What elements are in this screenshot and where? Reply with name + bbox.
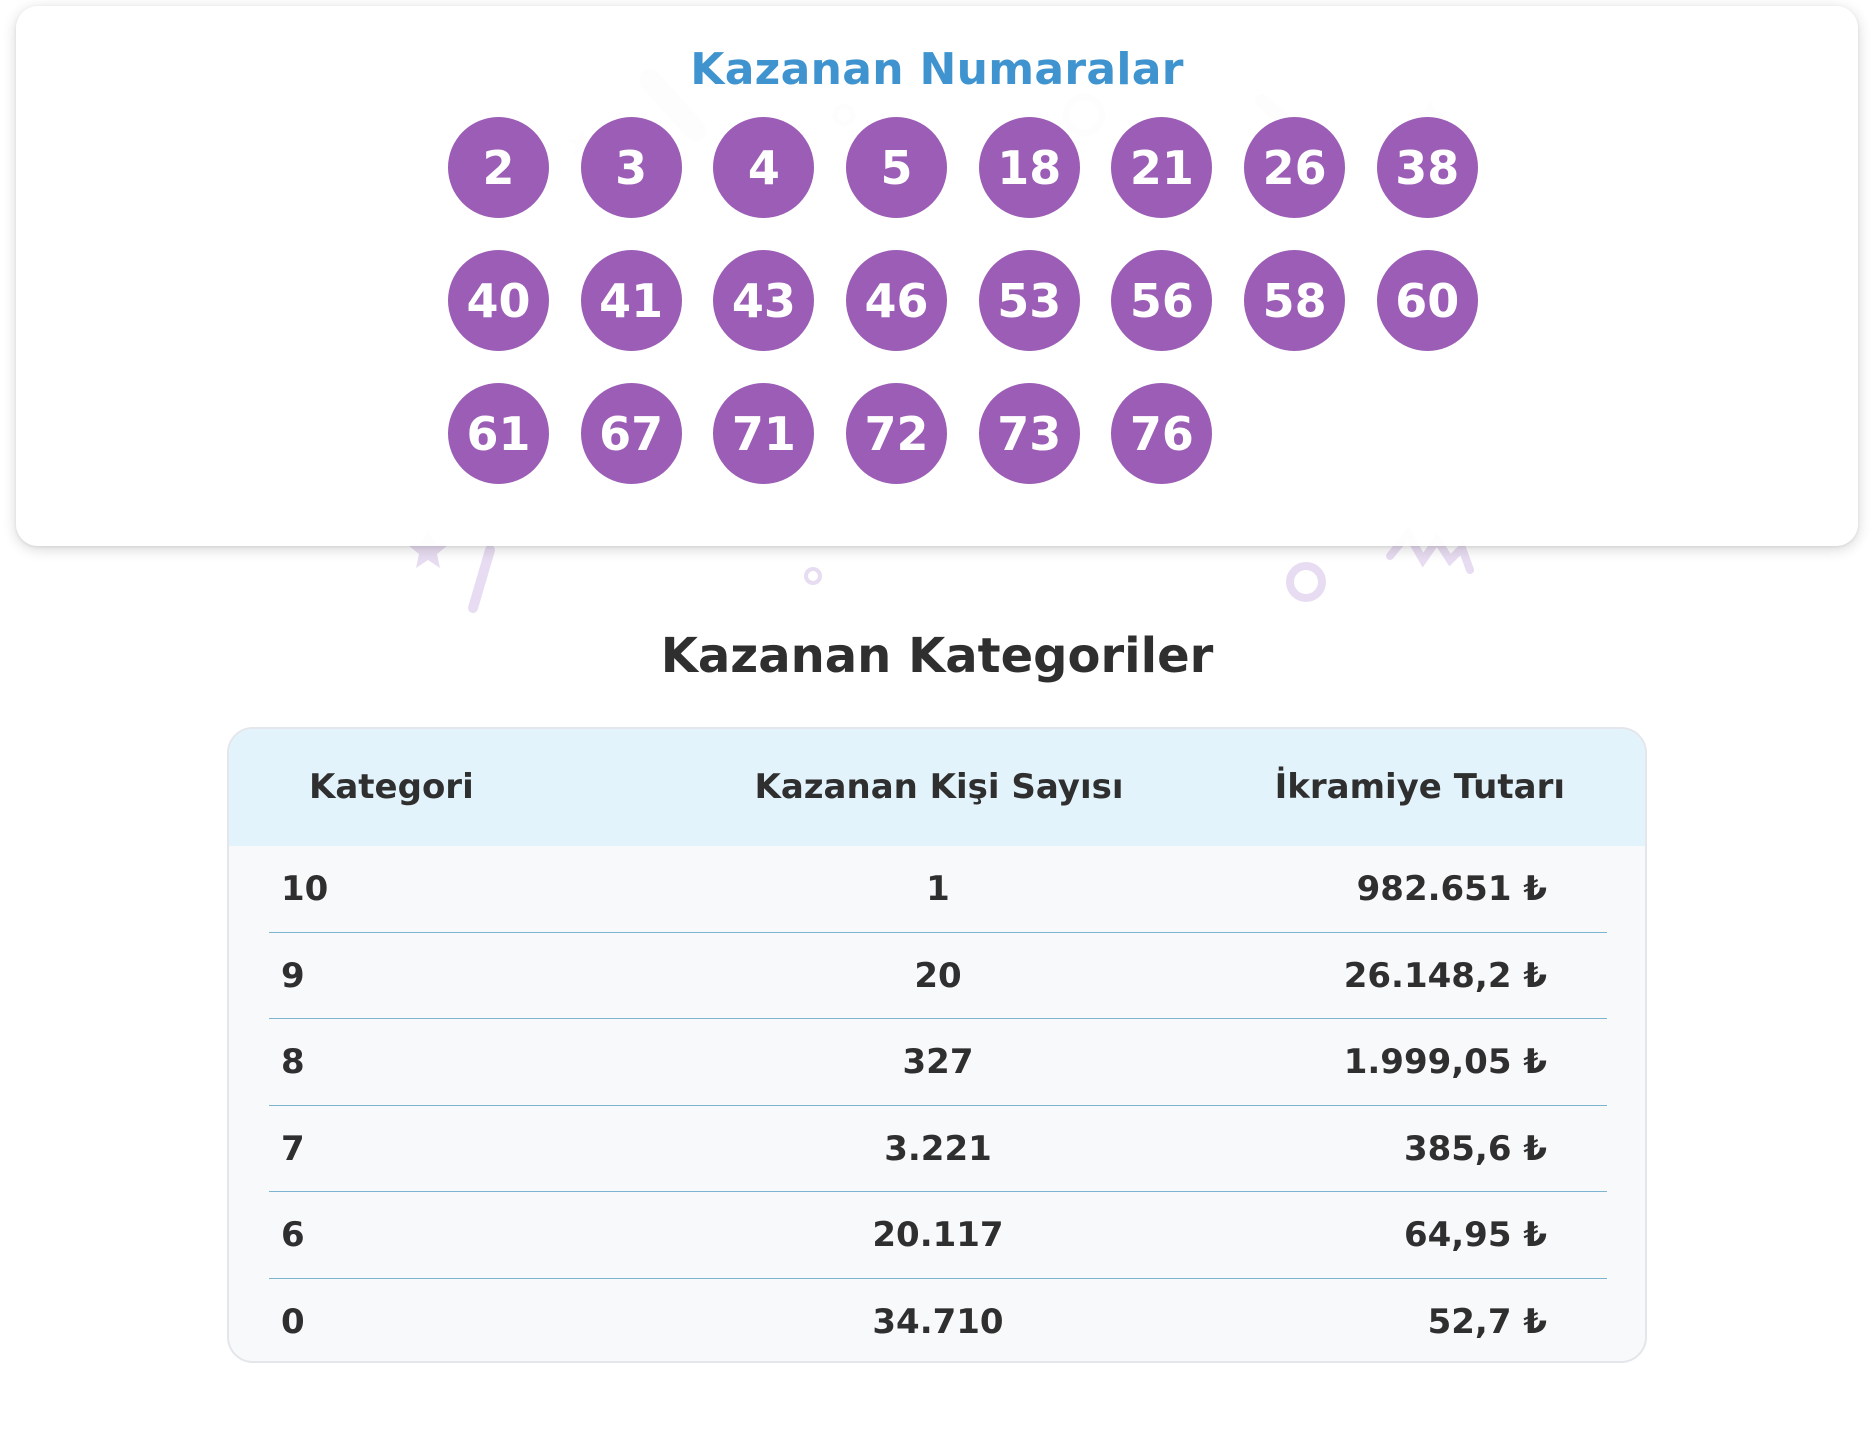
number-ball: 26 <box>1244 117 1345 218</box>
table-row <box>269 1106 1607 1193</box>
cell-prize-amount: 982.651 ₺ <box>1356 869 1547 909</box>
winning-categories-table <box>227 727 1647 1363</box>
cell-category: 7 <box>281 1128 305 1169</box>
winning-categories-title: Kazanan Kategoriler <box>660 628 1214 684</box>
number-ball: 58 <box>1244 250 1345 351</box>
number-ball: 73 <box>979 383 1080 484</box>
number-ball: 2 <box>448 117 549 218</box>
table-header <box>229 729 1645 846</box>
number-ball: 41 <box>581 250 682 351</box>
cell-winner-count: 34.710 <box>872 1301 1004 1342</box>
header-category: Kategori <box>309 767 474 807</box>
cell-winner-count: 3.221 <box>884 1128 992 1169</box>
number-ball: 61 <box>448 383 549 484</box>
cell-prize-amount: 64,95 ₺ <box>1403 1215 1547 1255</box>
number-ball: 5 <box>846 117 947 218</box>
table-row <box>269 933 1607 1020</box>
cell-prize-amount: 385,6 ₺ <box>1403 1128 1547 1169</box>
cell-category: 6 <box>281 1215 305 1255</box>
table-row <box>269 1019 1607 1106</box>
cell-winner-count: 20 <box>914 955 962 996</box>
number-ball: 3 <box>581 117 682 218</box>
confetti-bar-shape <box>473 550 490 608</box>
table-row <box>269 1279 1607 1364</box>
cell-category: 9 <box>281 955 305 996</box>
cell-category: 8 <box>281 1042 305 1082</box>
number-ball: 38 <box>1377 117 1478 218</box>
number-ball: 18 <box>979 117 1080 218</box>
number-ball: 60 <box>1377 250 1478 351</box>
cell-winner-count: 20.117 <box>872 1215 1004 1255</box>
winning-numbers-grid <box>448 117 1528 484</box>
number-ball: 67 <box>581 383 682 484</box>
cell-prize-amount: 26.148,2 ₺ <box>1343 955 1547 996</box>
number-ball: 21 <box>1111 117 1212 218</box>
cell-winner-count: 1 <box>926 869 950 909</box>
winning-numbers-title: Kazanan Numaralar <box>690 44 1184 95</box>
table-row <box>269 846 1607 933</box>
number-ball: 53 <box>979 250 1080 351</box>
number-ball: 71 <box>713 383 814 484</box>
table-row <box>269 1192 1607 1279</box>
header-winner-count: Kazanan Kişi Sayısı <box>754 767 1124 807</box>
number-ball: 43 <box>713 250 814 351</box>
winning-numbers-card <box>16 6 1858 546</box>
table-body <box>269 846 1607 1363</box>
cell-winner-count: 327 <box>902 1042 974 1082</box>
number-ball: 46 <box>846 250 947 351</box>
number-ball: 4 <box>713 117 814 218</box>
number-ball: 76 <box>1111 383 1212 484</box>
cell-prize-amount: 1.999,05 ₺ <box>1343 1042 1547 1082</box>
number-ball: 56 <box>1111 250 1212 351</box>
confetti-ring-shape <box>1290 566 1322 598</box>
cell-prize-amount: 52,7 ₺ <box>1427 1301 1547 1342</box>
number-ball: 72 <box>846 383 947 484</box>
confetti-ring-shape <box>806 569 820 583</box>
cell-category: 10 <box>281 869 329 909</box>
header-prize-amount: İkramiye Tutarı <box>1274 767 1565 807</box>
cell-category: 0 <box>281 1301 305 1342</box>
number-ball: 40 <box>448 250 549 351</box>
